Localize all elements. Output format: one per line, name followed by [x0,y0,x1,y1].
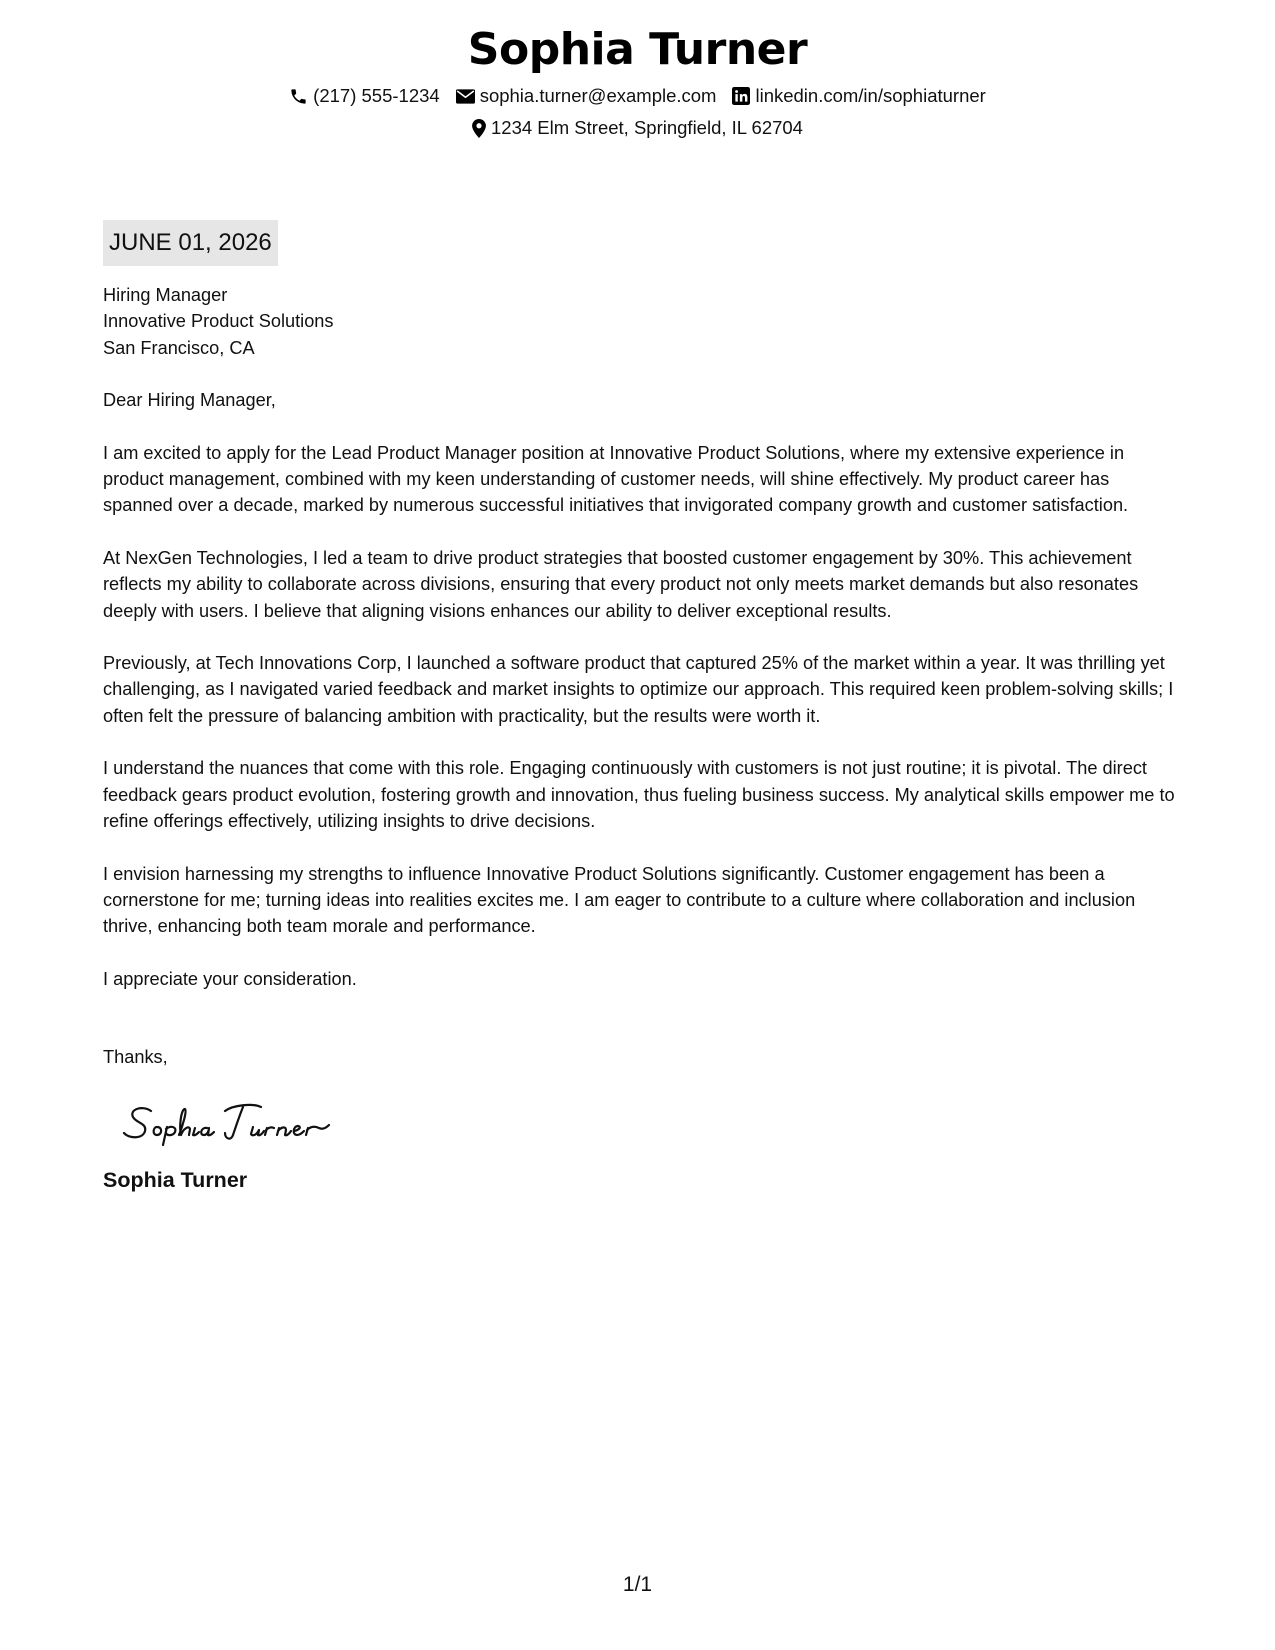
letter-body [103,220,1183,1195]
linkedin-icon [732,87,750,105]
contact-address [472,113,803,143]
closing-line: I appreciate your consideration. [103,968,357,989]
signer-name: Sophia Turner [103,1167,248,1192]
signature-image [121,1097,351,1151]
salutation: Dear Hiring Manager, [103,390,276,411]
page-number: 1/1 [622,1573,653,1596]
body-paragraph: I envision harnessing my strengths to influence Innovative Product Solutions significantly. Customer engagement has been a cornerstone for me; turning ideas into realities excites me. I am eager to contribute to a culture where collaboration and inclusion thrive, enhancing both team morale and performance. [103,863,1136,937]
map-marker-icon [472,119,486,138]
contact-row [0,81,1275,111]
body-paragraph: Previously, at Tech Innovations Corp, I launched a software product that captured 25% of the market within a year. It was thrilling yet challenging, as I navigated varied feedback and market insights to optimize our approach. This required keen problem-solving skills; I often felt the pressure of balancing ambition with practicality, but the results were worth it. [103,653,1174,726]
handwritten-signature [121,1097,1183,1151]
body-paragraph: At NexGen Technologies, I led a team to drive product strategies that boosted customer engagement by 30%. This achievement reflects my ability to collaborate across divisions, ensuring that every product not only meets market demands but also resonates deeply with users. I believe that aligning visions enhances our ability to deliver exceptional results. [103,547,1139,621]
address-row [0,113,1275,143]
linkedin-text: linkedin.com/in/sophiaturner [755,85,986,106]
recipient-block [103,282,1183,361]
phone-text: (217) 555-1234 [313,85,440,106]
body-paragraph: I am excited to apply for the Lead Product Manager position at Innovative Product Solutions, where my extensive experience in product management, combined with my keen understanding of customer needs, will shine effectively. My product career has spanned over a decade, marked by numerous successful initiatives that invigorated company growth and customer satisfaction. [103,442,1129,516]
phone-icon [289,87,308,106]
contact-email [456,81,717,111]
address-text: 1234 Elm Street, Springfield, IL 62704 [491,117,803,138]
recipient-location: San Francisco, CA [103,337,255,358]
letter-header [0,22,1275,143]
body-paragraph: I understand the nuances that come with this role. Engaging continuously with customers is not just routine; it is pivotal. The direct feedback gears product evolution, fostering growth and innovation, thus fueling business success. My analytical skills empower me to refine offerings effectively, utilizing insights to drive decisions. [103,758,1175,832]
envelope-icon [456,89,475,104]
recipient-title: Hiring Manager [103,285,228,305]
contact-phone [289,81,440,111]
contact-linkedin [732,81,985,111]
recipient-company: Innovative Product Solutions [103,311,334,332]
letter-date: JUNE 01, 2026 [103,220,278,266]
signoff: Thanks, [103,1047,168,1068]
applicant-name: Sophia Turner [467,24,808,75]
email-text: sophia.turner@example.com [479,85,717,106]
